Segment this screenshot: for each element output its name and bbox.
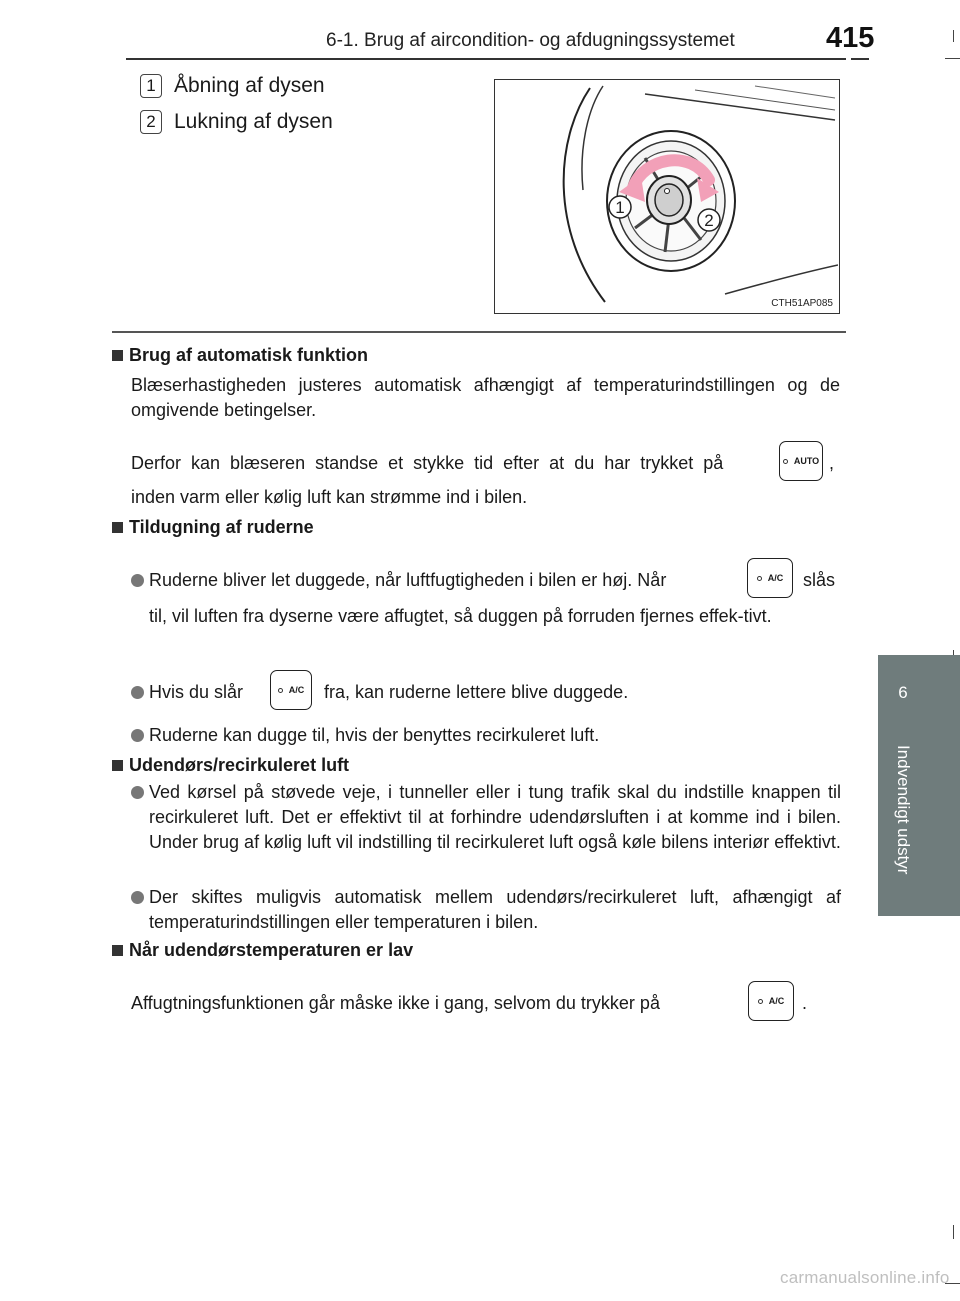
cold-paragraph: Affugtningsfunktionen går måske ikke i gang, selvom du trykker på xyxy=(131,993,660,1013)
chapter-label: Indvendigt udstyr xyxy=(894,745,913,875)
bullet-dot-icon xyxy=(131,729,144,742)
callout-label: Lukning af dysen xyxy=(174,110,333,133)
square-bullet-icon xyxy=(112,350,123,361)
defog-bullet-2: Hvis du slår xyxy=(131,680,243,705)
square-bullet-icon xyxy=(112,760,123,771)
callout-number: 1 xyxy=(140,74,162,98)
defog-bullet-3: Ruderne kan dugge til, hvis der benyttes recirkuleret luft. xyxy=(131,723,599,748)
page-number: 415 xyxy=(826,22,875,54)
section-heading-recirc: Udendørs/recirkuleret luft xyxy=(112,755,349,776)
callout-label: Åbning af dysen xyxy=(174,74,325,97)
recirc-bullet-1: Ved kørsel på støvede veje, i tunneller eller i tung trafik skal du indstille knappen til recirkuleret luft. Det er effektivt til at forhindre udendørsluften i at komme ind i bilen. Under brug af kølig luft vil indstilling til recirkuleret luft også køle bilens interiør effektivt. xyxy=(149,782,841,852)
section-heading-auto: Brug af automatisk funktion xyxy=(112,345,368,366)
section-divider xyxy=(112,331,846,333)
bullet-dot-icon xyxy=(131,574,144,587)
auto-paragraph-1: Blæserhastigheden justeres automatisk afhængigt af temperaturindstillingen og de omgivende betingelser. xyxy=(131,375,840,420)
crop-mark xyxy=(953,1225,954,1239)
section-heading-cold: Når udendørstemperaturen er lav xyxy=(112,940,413,961)
bullet-dot-icon xyxy=(131,780,149,805)
ac-button-icon: A/C xyxy=(748,981,794,1021)
auto-paragraph-2-end: , xyxy=(829,453,835,473)
square-bullet-icon xyxy=(112,522,123,533)
callout-item xyxy=(140,74,325,98)
defog-bullet-1-cont: til, vil luften fra dyserne være affugtet, så duggen på forruden fjernes effek-tivt. xyxy=(149,606,772,626)
ac-button-icon: A/C xyxy=(747,558,793,598)
section-heading-defog: Tildugning af ruderne xyxy=(112,517,314,538)
callout-number: 2 xyxy=(140,110,162,134)
vent-drawing xyxy=(495,80,838,312)
auto-button-icon: AUTO xyxy=(779,441,823,481)
running-header-title: 6-1. Brug af aircondition- og afdugningssystemet xyxy=(326,30,735,51)
vent-illustration xyxy=(494,79,840,314)
auto-paragraph-2-line: inden varm eller kølig luft kan strømme ind i bilen. xyxy=(131,487,528,507)
figure-marker-1: 1 xyxy=(615,198,625,217)
square-bullet-icon xyxy=(112,945,123,956)
ac-button-icon: A/C xyxy=(270,670,312,710)
auto-paragraph-2: Derfor kan blæseren standse et stykke tid efter at du har trykket på xyxy=(131,453,724,473)
header-rule xyxy=(126,58,846,60)
defog-bullet-2-end: fra, kan ruderne lettere blive duggede. xyxy=(324,682,629,702)
recirc-bullet-2: Der skiftes muligvis automatisk mellem udendørs/recirkuleret luft, afhængigt af temperaturindstillingen eller temperaturen i bilen. xyxy=(149,887,841,932)
callout-item xyxy=(140,110,333,134)
chapter-number: 6 xyxy=(898,683,908,702)
figure-marker-2: 2 xyxy=(704,211,714,230)
figure-code: CTH51AP085 xyxy=(771,298,833,309)
bullet-dot-icon xyxy=(131,885,149,910)
header-rule-end xyxy=(851,58,869,60)
crop-mark xyxy=(953,30,954,42)
watermark: carmanualsonline.info xyxy=(780,1268,950,1287)
defog-bullet-1: Ruderne bliver let duggede, når luftfugtigheden i bilen er høj. Når xyxy=(131,568,666,593)
cold-paragraph-end: . xyxy=(802,993,808,1013)
bullet-dot-icon xyxy=(131,686,144,699)
crop-mark xyxy=(945,58,960,59)
defog-bullet-1-end: slås xyxy=(803,570,836,590)
